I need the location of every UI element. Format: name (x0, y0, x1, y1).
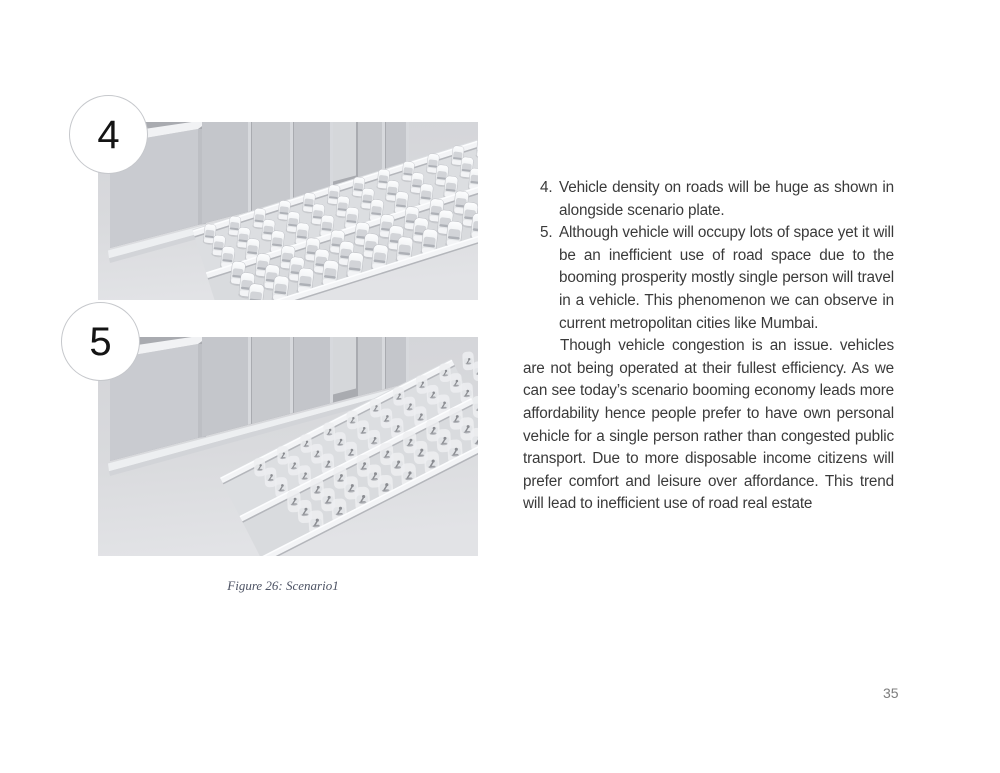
scenario-cars-render (98, 122, 478, 300)
list-item (523, 222, 894, 335)
figure-marker-5 (61, 302, 140, 381)
body-text (523, 177, 894, 516)
list-item-number: 5. (540, 224, 553, 242)
body-paragraph: Though vehicle congestion is an issue. vehicles are not being operated at their fullest efficiency. As we can see today’s scenario booming economy leads more affordability hence people prefer to have own personal vehicle for a single person rather than congested public transport. Due to more disposable income citizens will prefer comfort and leisure over affordance. This trend will lead to inefficient use of road real estate (523, 337, 894, 513)
figure-marker-5-label: 5 (89, 319, 112, 364)
list-item-text: Vehicle density on roads will be huge as shown in alongside scenario plate. (559, 179, 894, 219)
figure-marker-4 (69, 95, 148, 174)
figure-caption: Figure 26: Scenario1 (227, 578, 339, 593)
page-number: 35 (883, 685, 899, 701)
scenario-image-cars (98, 122, 478, 300)
list-item-number: 4. (540, 179, 553, 196)
figure-marker-4-label: 4 (97, 112, 120, 157)
list-item (523, 177, 894, 222)
list-item-text: Although vehicle will occupy lots of space yet it will be an inefficient use of road space due to the booming prosperity mostly single person will travel in a vehicle. This phenomenon we can observe in current metropolitan cities like Mumbai. (559, 224, 894, 332)
scenario-image-scooters (98, 337, 478, 556)
scenario-scooters-render (98, 337, 478, 556)
